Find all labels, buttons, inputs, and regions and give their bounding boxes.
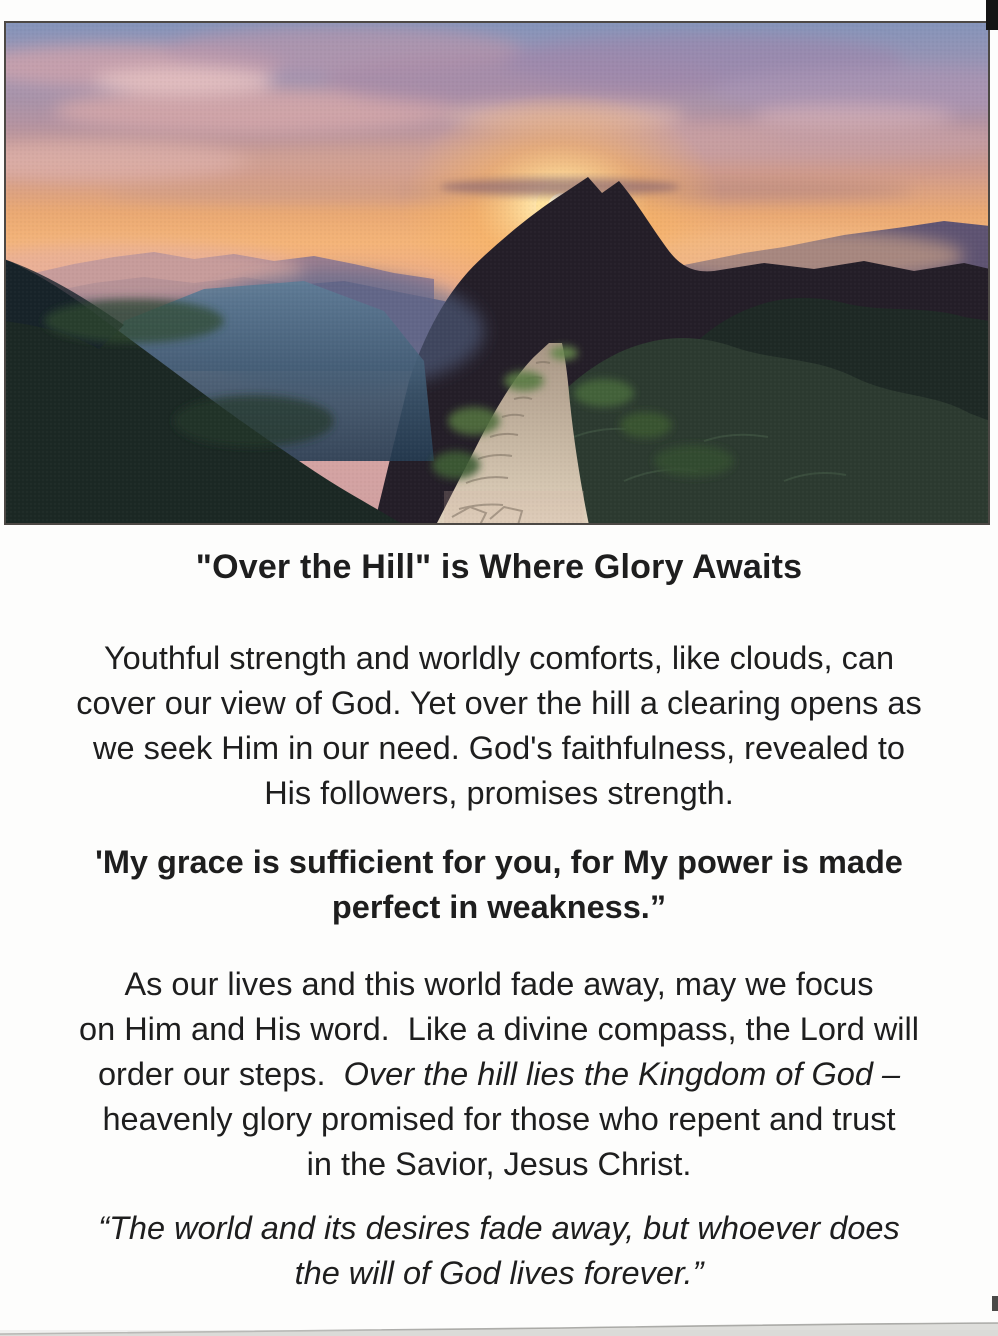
text-line: we seek Him in our need. God's faithfulness, revealed to	[93, 730, 905, 766]
text-line-mixed	[0, 1052, 998, 1097]
text-line: on Him and His word. Like a divine compass, the Lord will	[79, 1011, 919, 1047]
scan-artifact-edge	[992, 1296, 998, 1311]
text-line: perfect in weakness.”	[331, 889, 667, 925]
scan-artifact-bottom	[0, 1318, 998, 1336]
paragraph-application	[0, 962, 998, 1187]
text-segment-italic: Over the hill lies the Kingdom of God –	[343, 1056, 901, 1092]
page-title: "Over the Hill" is Where Glory Awaits	[195, 548, 803, 586]
scan-artifact-corner	[986, 0, 998, 30]
text-line: Youthful strength and worldly comforts, like clouds, can	[103, 640, 895, 676]
paragraph-intro	[0, 636, 998, 816]
text-line: As our lives and this world fade away, may we focus	[124, 966, 874, 1002]
text-line: 'My grace is sufficient for you, for My power is made	[95, 844, 903, 880]
text-segment: order our steps.	[97, 1056, 344, 1092]
text-line: “The world and its desires fade away, but whoever does	[98, 1210, 900, 1246]
sunset-mountain-photo	[4, 21, 990, 525]
text-line: heavenly glory promised for those who repent and trust	[102, 1101, 896, 1137]
text-line: in the Savior, Jesus Christ.	[306, 1146, 692, 1182]
scripture-quote-bold	[0, 840, 998, 930]
text-line: cover our view of God. Yet over the hill a clearing opens as	[76, 685, 922, 721]
text-line: the will of God lives forever.”	[294, 1255, 704, 1291]
text-line: His followers, promises strength.	[264, 775, 734, 811]
scripture-quote-italic	[0, 1206, 998, 1296]
